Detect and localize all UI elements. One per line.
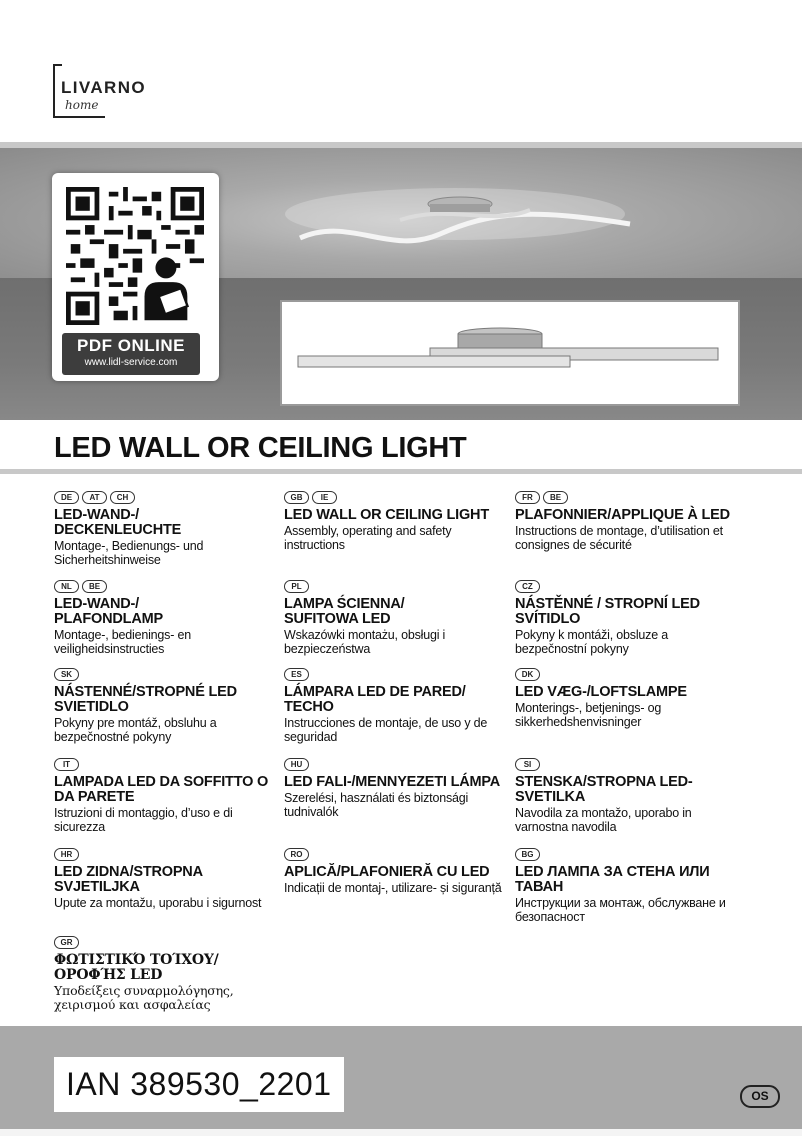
- ian-box: [54, 1057, 344, 1112]
- entry-description: Navodila za montažo, uporabo in varnostna navodila: [515, 806, 692, 834]
- country-badge: PL: [284, 580, 309, 593]
- country-badge: DK: [515, 668, 540, 681]
- entry-description: Υποδείξεις συναρμολόγησης, χειρισμού και ασφαλείας: [54, 983, 234, 1012]
- entry-description: Pokyny k montáži, obsluze a bezpečnostní pokyny: [515, 628, 669, 656]
- pdf-online-badge[interactable]: [62, 333, 200, 375]
- entry-description: Montage-, Bedienungs- und Sicherheitshinweise: [54, 539, 204, 567]
- entry-title: APLICĂ/PLAFONIERĂ CU LED: [284, 864, 490, 880]
- country-badges: [284, 848, 510, 863]
- title-underline-band: [0, 469, 802, 474]
- country-badge: BE: [82, 580, 107, 593]
- logo-brand: LIVARNO: [61, 78, 147, 97]
- entry-title: ΦΩΤΙΣΤΙΚΌ ΤΟΊΧΟΥ/ ΟΡΟΦΉΣ LED: [54, 952, 219, 983]
- entry-title: LAMPADA LED DA SOFFITTO O DA PARETE: [54, 774, 269, 805]
- product-image-box: [280, 300, 740, 406]
- entry-title: PLAFONNIER/APPLIQUE À LED: [515, 507, 730, 523]
- language-entry: [515, 491, 741, 552]
- entry-title: NÁSTENNÉ/STROPNÉ LED SVIETIDLO: [54, 684, 237, 715]
- country-badge: HR: [54, 848, 79, 861]
- country-badges: [515, 580, 741, 595]
- country-badges: [515, 668, 741, 683]
- language-entry: [284, 848, 510, 895]
- country-badges: [54, 936, 280, 951]
- country-badge: SI: [515, 758, 540, 771]
- language-entry: [284, 491, 510, 552]
- entry-description: Indicații de montaj-, utilizare- și siguranță: [284, 881, 502, 895]
- country-badge: CH: [110, 491, 135, 504]
- qr-code[interactable]: [66, 187, 204, 325]
- pdf-online-title: PDF ONLINE: [77, 336, 185, 355]
- country-badges: [54, 758, 280, 773]
- language-entry: [515, 758, 741, 834]
- ceiling-lamp-photo: [280, 186, 650, 256]
- country-badge: BE: [543, 491, 568, 504]
- language-entry: [54, 668, 280, 744]
- country-badge: CZ: [515, 580, 540, 593]
- entry-description: Istruzioni di montaggio, d’uso e di sicurezza: [54, 806, 233, 834]
- country-badge: ES: [284, 668, 309, 681]
- entry-title: LAMPA ŚCIENNA/ SUFITOWA LED: [284, 596, 405, 627]
- pdf-online-url[interactable]: www.lidl-service.com: [84, 357, 178, 368]
- country-badges: [284, 580, 510, 595]
- country-badge: GR: [54, 936, 79, 949]
- language-entry: [54, 848, 280, 910]
- country-badge: RO: [284, 848, 309, 861]
- entry-description: Instructions de montage, d’utilisation et consignes de sécurité: [515, 524, 723, 552]
- country-badges: [284, 668, 510, 683]
- product-lamp-illustration: [282, 302, 738, 404]
- language-entry: [515, 848, 741, 924]
- country-badges: [284, 758, 510, 773]
- country-badge: NL: [54, 580, 79, 593]
- country-badge: GB: [284, 491, 309, 504]
- entry-description: Montage-, bedienings- en veiligheidsinstructies: [54, 628, 191, 656]
- entry-title: LED-WAND-/ DECKENLEUCHTE: [54, 507, 182, 538]
- entry-title: LED ЛАМПА ЗА СТЕНА ИЛИ ТАВАН: [515, 864, 710, 895]
- language-entry: [515, 668, 741, 729]
- qr-card[interactable]: [52, 173, 219, 381]
- entry-description: Szerelési, használati és biztonsági tudnivalók: [284, 791, 469, 819]
- ian-number: IAN 389530_2201: [66, 1066, 332, 1102]
- bottom-edge: [0, 1129, 802, 1136]
- entry-description: Wskazówki montażu, obsługi i bezpieczeństwa: [284, 628, 446, 656]
- country-badge: IE: [312, 491, 337, 504]
- entry-description: Upute za montažu, uporabu i sigurnost: [54, 896, 262, 910]
- country-badges: [54, 491, 280, 506]
- country-badge: DE: [54, 491, 79, 504]
- language-entry: [54, 491, 280, 567]
- country-badges: [515, 758, 741, 773]
- language-entry: [515, 580, 741, 656]
- logo-frame-top: [53, 64, 62, 66]
- entry-title: NÁSTĚNNÉ / STROPNÍ LED SVÍTIDLO: [515, 596, 700, 627]
- country-badge: IT: [54, 758, 79, 771]
- language-entry: [54, 758, 280, 834]
- country-badges: [54, 580, 280, 595]
- entry-title: LED WALL OR CEILING LIGHT: [284, 507, 489, 523]
- logo-sub: home: [65, 98, 99, 112]
- os-badge: OS: [740, 1085, 780, 1108]
- country-badges: [54, 668, 280, 683]
- language-entry: [284, 758, 510, 819]
- entry-title: STENSKA/STROPNA LED-SVETILKA: [515, 774, 693, 805]
- entry-description: Assembly, operating and safety instructions: [284, 524, 452, 552]
- entry-description: Pokyny pre montáž, obsluhu a bezpečnostné pokyny: [54, 716, 217, 744]
- entry-title: LED VÆG-/LOFTSLAMPE: [515, 684, 687, 700]
- entry-description: Инструкции за монтаж, обслужване и безопасност: [515, 896, 726, 924]
- livarno-logo: [53, 64, 157, 118]
- country-badges: [54, 848, 280, 863]
- language-entry: [54, 580, 280, 656]
- entry-title: LED FALI-/MENNYEZETI LÁMPA: [284, 774, 501, 790]
- country-badge: SK: [54, 668, 79, 681]
- language-entry: [284, 668, 510, 744]
- page-title: LED WALL OR CEILING LIGHT: [54, 432, 467, 464]
- country-badges: [284, 491, 510, 506]
- country-badge: AT: [82, 491, 107, 504]
- entry-description: Monterings-, betjenings- og sikkerhedshenvisninger: [515, 701, 662, 729]
- country-badge: FR: [515, 491, 540, 504]
- entry-description: Instrucciones de montaje, de uso y de seguridad: [284, 716, 488, 744]
- country-badge: HU: [284, 758, 309, 771]
- language-entry: [284, 580, 510, 656]
- entry-title: LÁMPARA LED DE PARED/ TECHO: [284, 684, 466, 715]
- country-badges: [515, 491, 741, 506]
- country-badges: [515, 848, 741, 863]
- country-badge: BG: [515, 848, 540, 861]
- language-entry: [54, 936, 280, 1012]
- entry-title: LED ZIDNA/STROPNA SVJETILJKA: [54, 864, 203, 895]
- entry-title: LED-WAND-/ PLAFONDLAMP: [54, 596, 163, 627]
